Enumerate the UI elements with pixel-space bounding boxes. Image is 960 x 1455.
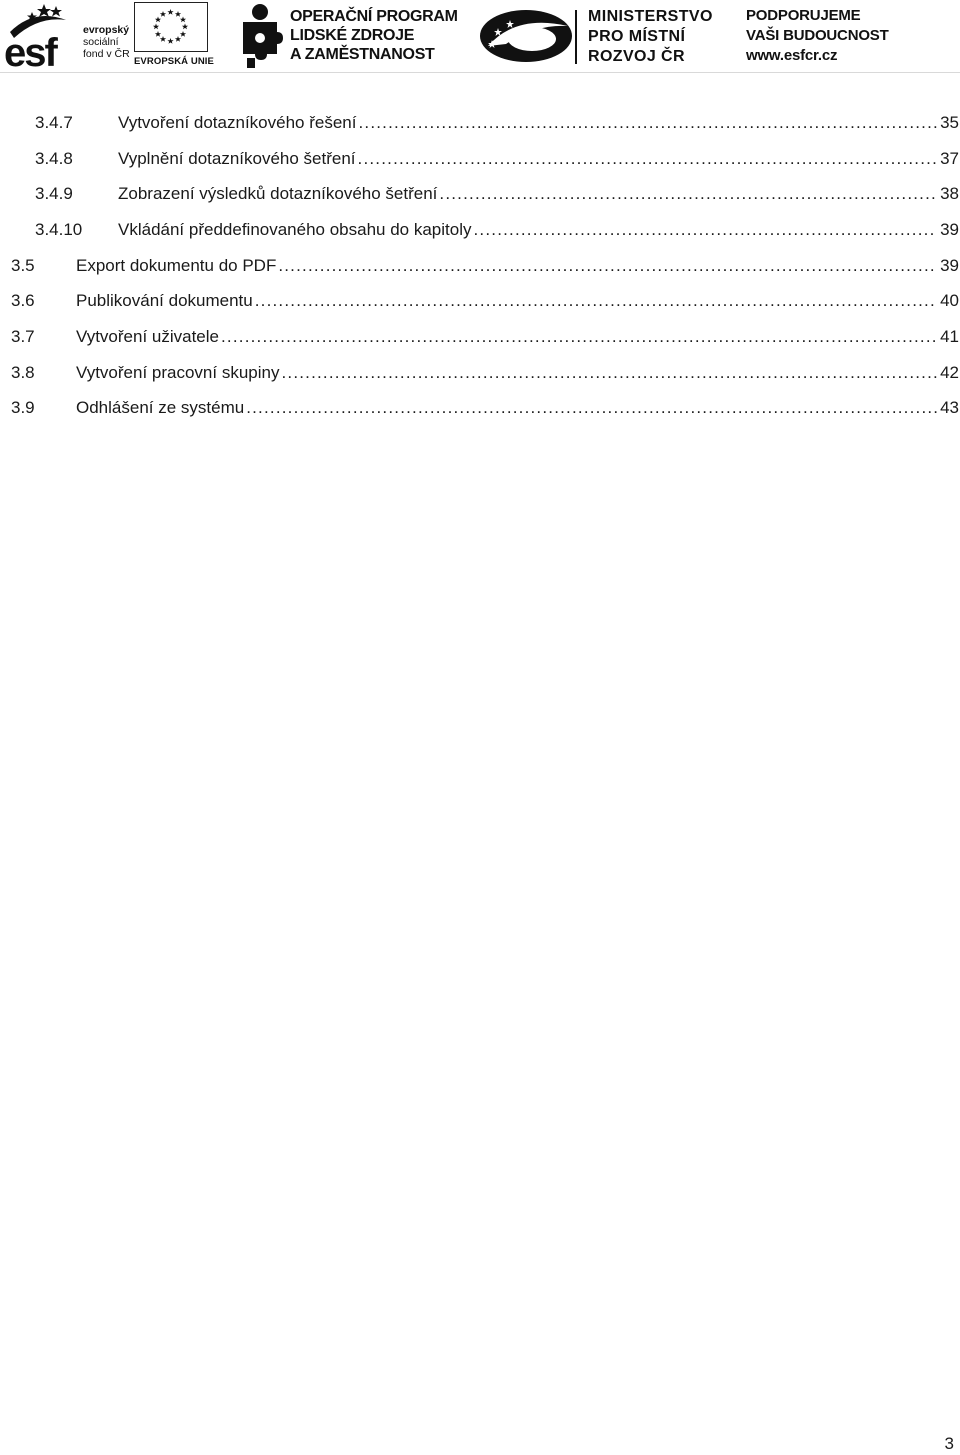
toc-dot-leader: [474, 220, 938, 240]
toc-dot-leader: [358, 149, 938, 169]
toc-entry[interactable]: [35, 141, 959, 177]
esf-line-3: fond v ČR: [83, 48, 130, 60]
toc-entry-number: 3.5: [11, 255, 35, 275]
esf-line-1: evropský: [83, 24, 130, 36]
toc-entry-title[interactable]: Vkládání předdefinovaného obsahu do kapitoly: [118, 219, 472, 239]
toc-entry-title[interactable]: Vytvoření uživatele: [76, 326, 219, 346]
toc-dot-leader: [439, 184, 937, 204]
slogan-url[interactable]: www.esfcr.cz: [746, 47, 838, 64]
puzzle-figure-icon: [239, 2, 285, 68]
toc-dot-leader: [246, 398, 937, 418]
slogan-line-1: PODPORUJEME: [746, 7, 861, 24]
toc-entry-page[interactable]: 39: [940, 255, 959, 275]
toc-entry-page[interactable]: 35: [940, 112, 959, 132]
oplzz-line-1: OPERAČNÍ PROGRAM: [290, 8, 458, 25]
toc-entry-title[interactable]: Export dokumentu do PDF: [76, 255, 277, 275]
toc-entry-title[interactable]: Odhlášení ze systému: [76, 398, 245, 418]
toc-entry-title[interactable]: Vytvoření pracovní skupiny: [76, 362, 280, 382]
mmr-divider: [575, 10, 577, 64]
slogan-block: [746, 6, 946, 66]
logo-header: [0, 0, 960, 73]
toc-dot-leader: [221, 327, 937, 347]
oplzz-logo-text: [290, 7, 458, 64]
esf-line-2: sociální: [83, 36, 119, 48]
toc-entry-number: 3.8: [11, 362, 35, 382]
toc-entry-page[interactable]: 43: [940, 398, 959, 418]
slogan-text: [746, 6, 946, 66]
table-of-contents: [11, 105, 959, 426]
toc-entry-title[interactable]: Vyplnění dotazníkového šetření: [118, 148, 356, 168]
toc-entry-page[interactable]: 38: [940, 184, 959, 204]
esf-logo-text: [83, 24, 130, 60]
toc-entry-number: 3.4.10: [35, 219, 83, 239]
mmr-logo: [476, 4, 726, 68]
toc-entry-page[interactable]: 40: [940, 291, 959, 311]
esf-logo: [4, 2, 130, 68]
oplzz-line-3: A ZAMĚSTNANOST: [290, 46, 435, 63]
toc-dot-leader: [255, 291, 937, 311]
svg-text:esf: esf: [4, 31, 56, 68]
eu-label: EVROPSKÁ UNIE: [134, 56, 214, 67]
toc-entry-number: 3.9: [11, 398, 35, 418]
toc-entry-title[interactable]: Publikování dokumentu: [76, 291, 253, 311]
esf-logo-mark: [4, 2, 80, 68]
toc-entry[interactable]: [35, 212, 959, 248]
toc-dot-leader: [281, 363, 937, 383]
mmr-emblem-icon: [476, 6, 574, 66]
mmr-logo-text: [588, 7, 713, 67]
toc-entry-title[interactable]: Zobrazení výsledků dotazníkového šetření: [118, 184, 438, 204]
toc-dot-leader: [358, 113, 937, 133]
toc-entry-number: 3.4.9: [35, 184, 73, 204]
slogan-line-2: VAŠI BUDOUCNOST: [746, 27, 889, 44]
toc-entry-number: 3.7: [11, 326, 35, 346]
toc-entry-number: 3.4.8: [35, 148, 73, 168]
toc-entry[interactable]: [11, 391, 959, 427]
toc-entry[interactable]: [11, 319, 959, 355]
oplzz-logo: [239, 2, 459, 68]
toc-entry[interactable]: [11, 355, 959, 391]
toc-entry-number: 3.6: [11, 291, 35, 311]
toc-entry[interactable]: [35, 105, 959, 141]
eu-flag-icon: [134, 2, 208, 52]
toc-entry[interactable]: [35, 176, 959, 212]
toc-entry-title[interactable]: Vytvoření dotazníkového řešení: [118, 112, 357, 132]
page-number: 3: [944, 1434, 954, 1453]
toc-entry-number: 3.4.7: [35, 112, 73, 132]
mmr-line-3: ROZVOJ ČR: [588, 48, 685, 65]
mmr-line-2: PRO MÍSTNÍ: [588, 28, 686, 45]
toc-entry-page[interactable]: 37: [940, 148, 959, 168]
mmr-line-1: MINISTERSTVO: [588, 8, 713, 25]
eu-logo: [134, 2, 214, 68]
toc-entry[interactable]: [11, 248, 959, 284]
oplzz-line-2: LIDSKÉ ZDROJE: [290, 27, 415, 44]
toc-entry-page[interactable]: 41: [940, 326, 959, 346]
toc-dot-leader: [278, 256, 937, 276]
toc-entry-page[interactable]: 42: [940, 362, 959, 382]
toc-entry-page[interactable]: 39: [940, 219, 959, 239]
toc-entry[interactable]: [11, 283, 959, 319]
